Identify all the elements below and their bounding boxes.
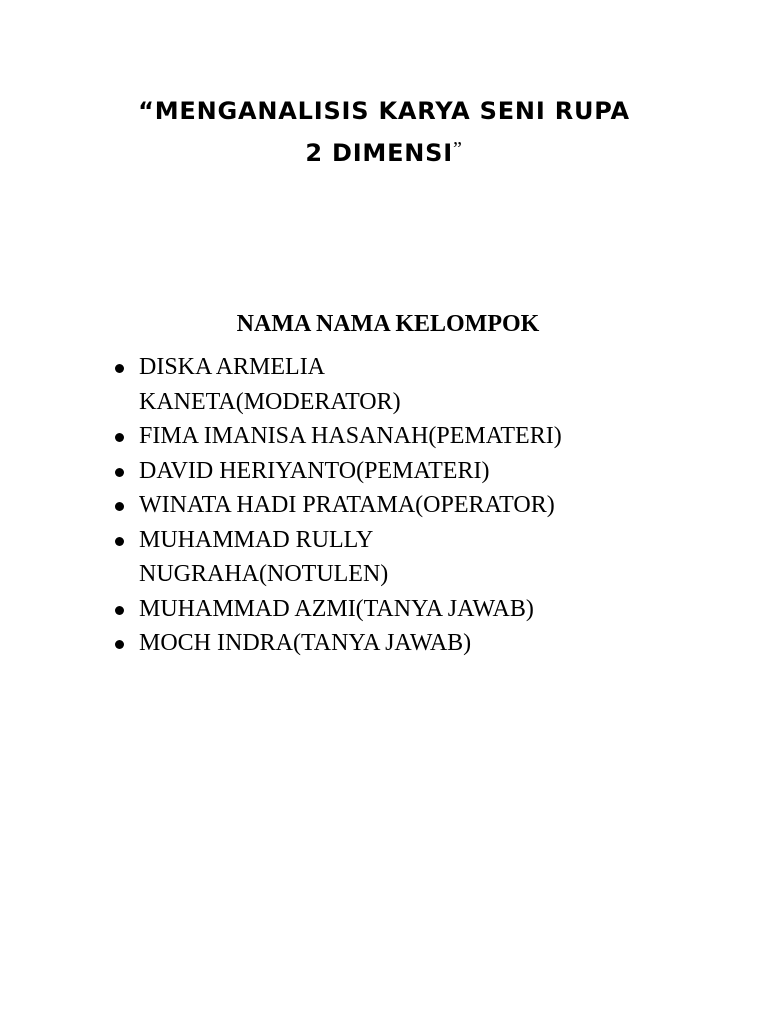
list-item	[108, 626, 668, 661]
member-text-line-2: NUGRAHA(NOTULEN)	[139, 561, 389, 587]
list-item	[108, 523, 668, 592]
list-item	[108, 454, 668, 489]
member-text-line-1: MUHAMMAD AZMI(TANYA JAWAB)	[139, 595, 534, 622]
member-text-line-1: WINATA HADI PRATAMA(OPERATOR)	[139, 492, 555, 518]
title-line-1: “MENGANALISIS KARYA SENI RUPA	[138, 97, 630, 125]
member-text-line-1: DAVID HERIYANTO(PEMATERI)	[139, 457, 490, 484]
member-text-line-1: DISKA ARMELIA	[139, 354, 326, 380]
member-text-line-1: FIMA IMANISA HASANAH(PEMATERI)	[139, 423, 562, 449]
member-text-line-1: MUHAMMAD RULLY	[139, 526, 374, 553]
bullet-icon	[115, 502, 124, 511]
bullet-icon	[115, 468, 124, 477]
title-line-2-text: 2 DIMENSI	[305, 139, 453, 167]
member-text-line-2: KANETA(MODERATOR)	[139, 388, 401, 415]
list-item	[108, 419, 668, 454]
title-closing-quote: ”	[453, 138, 463, 160]
bullet-icon	[115, 606, 124, 615]
title-line-2	[0, 130, 768, 172]
bullet-icon	[115, 640, 124, 649]
list-item	[108, 592, 668, 627]
bullet-icon	[115, 537, 124, 546]
document-title	[0, 92, 768, 172]
list-item	[108, 488, 668, 523]
bullet-icon	[115, 364, 124, 373]
member-text-line-1: MOCH INDRA(TANYA JAWAB)	[139, 630, 472, 656]
group-members-heading: NAMA NAMA KELOMPOK	[236, 311, 540, 337]
bullet-icon	[115, 433, 124, 442]
group-member-list	[108, 350, 668, 661]
list-item	[108, 350, 668, 419]
